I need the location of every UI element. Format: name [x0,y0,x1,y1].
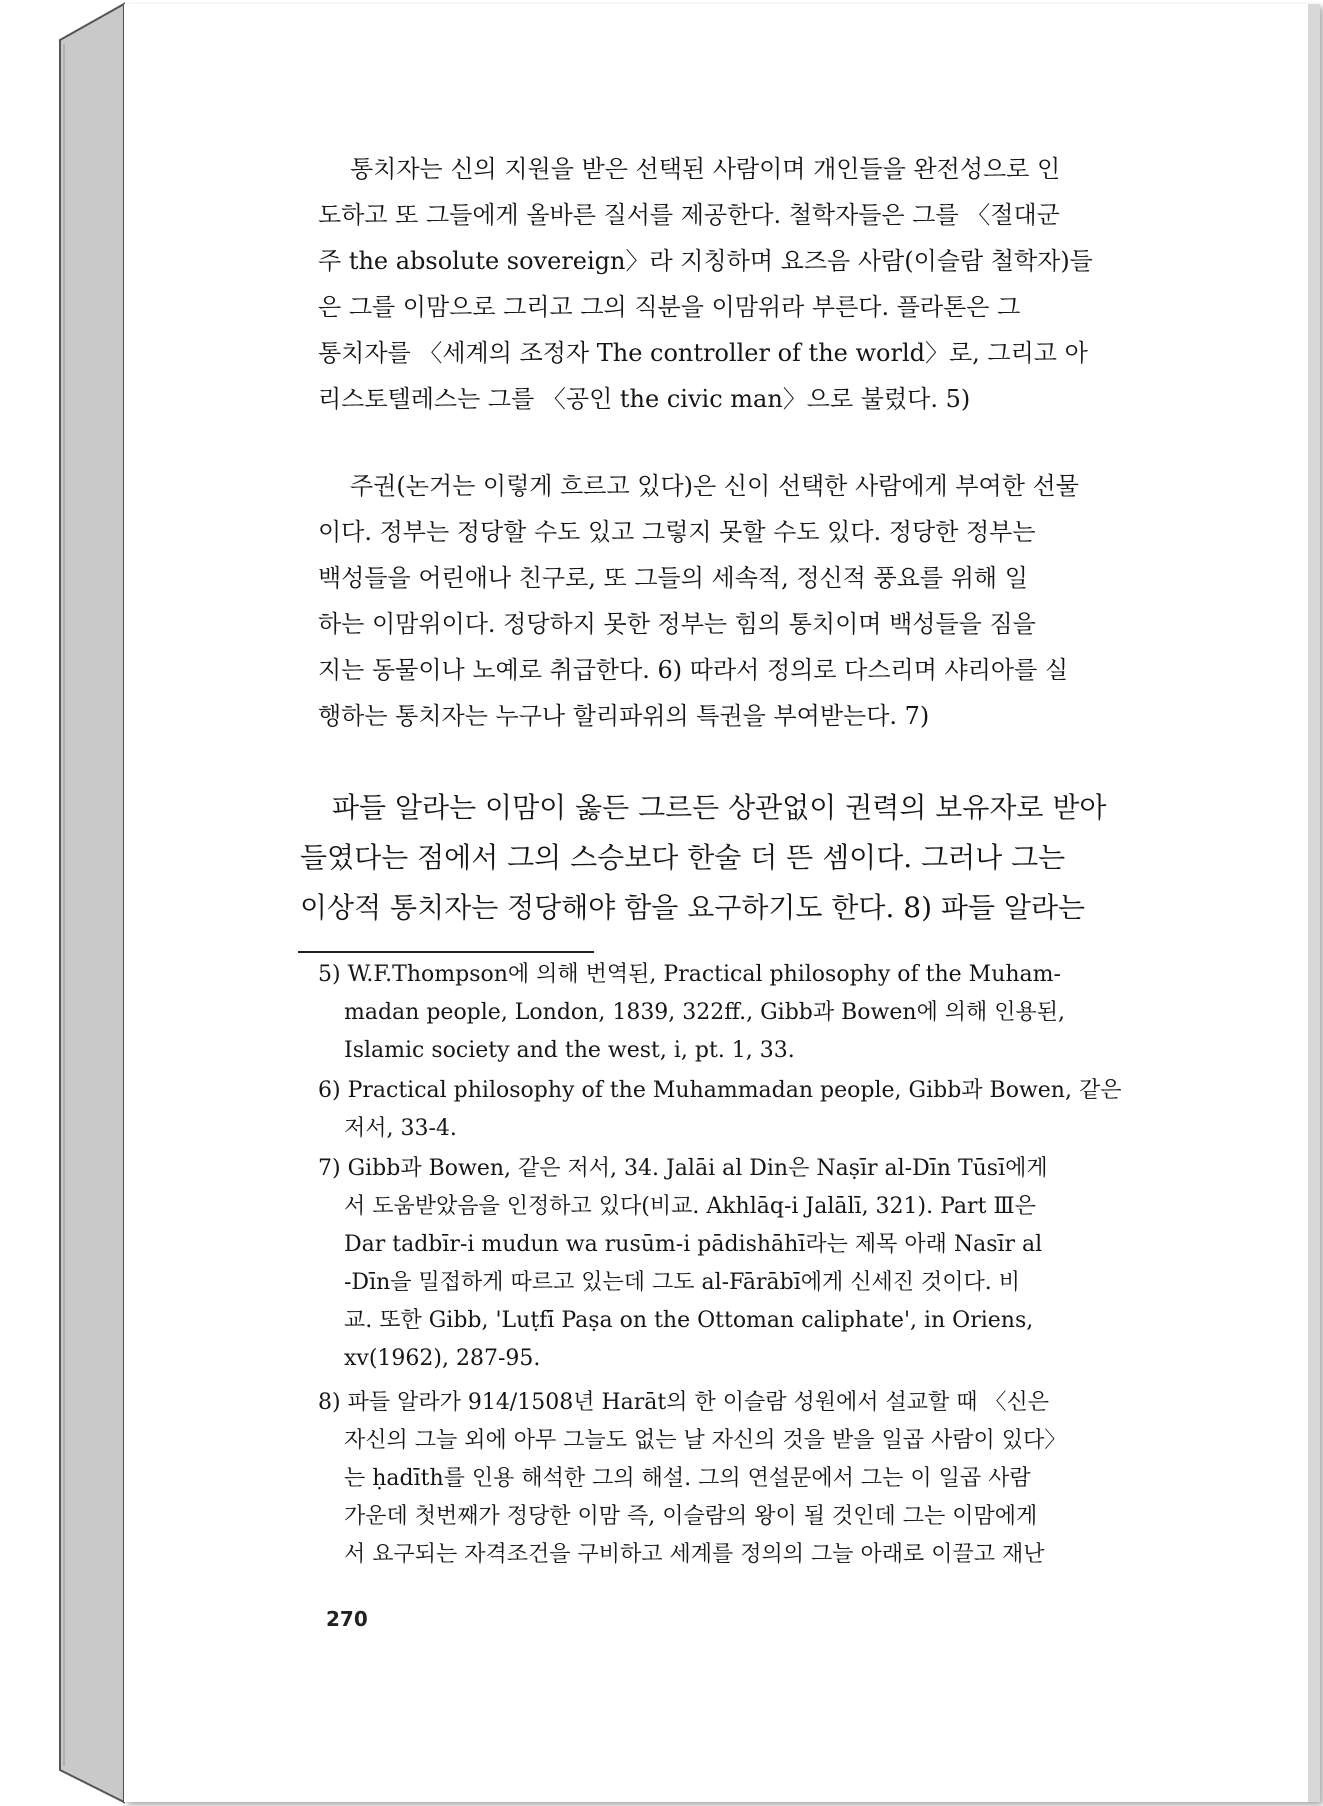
text-line: 리스토텔레스는 그를 〈공인 the civic man〉으로 불렀다. 5) [318,385,971,413]
footnote-line: 저서, 33-4. [344,1116,457,1141]
text-line: 통치자를 〈세계의 조정자 The controller of the world〉로, 그리고 아 [318,339,1088,367]
text-line: 행하는 통치자는 누구나 할리파위의 특권을 부여받는다. 7) [318,702,930,730]
text-line: 백성들을 어린애나 친구로, 또 그들의 세속적, 정신적 풍요를 위해 일 [318,564,1028,592]
footnote-line: 7) Gibb과 Bowen, 같은 저서, 34. Jalāi al Din은 Naṣīr al-Dīn Tūsī에게 [318,1156,1048,1181]
footnote-line: 5) W.F.Thompson에 의해 번역된, Practical philosophy of the Muham- [318,962,1061,987]
text-line: 통치자는 신의 지원을 받은 선택된 사람이며 개인들을 완전성으로 인 [350,155,1061,183]
text-line: 주 the absolute sovereign〉라 지칭하며 요즈음 사람(이슬람 철학자)들 [318,247,1093,275]
page-number: 270 [326,1607,368,1631]
footnote-line: xv(1962), 287-95. [344,1346,541,1371]
paragraph-2 [318,463,1178,739]
footnote-7 [318,1150,1178,1378]
footnote-6 [318,1072,1178,1148]
footnote-line: 자신의 그늘 외에 아무 그늘도 없는 날 자신의 것을 받을 일곱 사람이 있다〉 [344,1428,1067,1453]
text-line: 파들 알라는 이맘이 옳든 그르든 상관없이 권력의 보유자로 받아 [332,791,1107,824]
text-line: 은 그를 이맘으로 그리고 그의 직분을 이맘위라 부른다. 플라톤은 그 [318,293,1021,321]
footnote-line: 서 도움받았음을 인정하고 있다(비교. Akhlāq-i Jalālī, 321). Part Ⅲ은 [344,1194,1036,1219]
footnote-line: 교. 또한 Gibb, 'Luṭfī Paṣa on the Ottoman caliphate', in Oriens, [344,1308,1034,1333]
footnote-8 [318,1384,1178,1574]
footnote-line: 6) Practical philosophy of the Muhammadan people, Gibb과 Bowen, 같은 [318,1078,1122,1103]
text-line: 이다. 정부는 정당할 수도 있고 그렇지 못할 수도 있다. 정당한 정부는 [318,518,1036,546]
text-line: 도하고 또 그들에게 올바른 질서를 제공한다. 철학자들은 그를 〈절대군 [318,201,1060,229]
text-line: 들였다는 점에서 그의 스승보다 한술 더 뜬 셈이다. 그러나 그는 [300,841,1066,874]
footnote-line: 는 ḥadīth를 인용 해석한 그의 해설. 그의 연설문에서 그는 이 일곱 사람 [344,1466,1031,1491]
footnote-line: 8) 파들 알라가 914/1508년 Harāt의 한 이슬람 성원에서 설교할 때 〈신은 [318,1390,1049,1415]
footnote-line: 가운데 첫번째가 정당한 이맘 즉, 이슬람의 왕이 될 것인데 그는 이맘에게 [344,1504,1038,1529]
footnote-line: madan people, London, 1839, 322ff., Gibb과 Bowen에 의해 인용된, [344,1000,1066,1025]
text-line: 하는 이맘위이다. 정당하지 못한 정부는 힘의 통치이며 백성들을 짐을 [318,610,1036,638]
footnote-line: 서 요구되는 자격조건을 구비하고 세계를 정의의 그늘 아래로 이끌고 재난 [344,1542,1045,1567]
footnote-line: Dar tadbīr-i mudun wa rusūm-i pādishāhī라는 제목 아래 Nasīr al [344,1232,1043,1257]
paragraph-3 [300,783,1170,933]
footnote-5 [318,956,1178,1070]
footnote-line: Islamic society and the west, i, pt. 1, 33. [344,1038,795,1063]
footnote-divider [298,951,594,953]
text-line: 이상적 통치자는 정당해야 함을 요구하기도 한다. 8) 파들 알라는 [300,891,1086,924]
paragraph-1 [318,146,1178,422]
footnote-line: -Dīn을 밀접하게 따르고 있는데 그도 al-Fārābī에게 신세진 것이다. 비 [344,1270,1020,1295]
text-line: 주권(논거는 이렇게 흐르고 있다)은 신이 선택한 사람에게 부여한 선물 [350,472,1079,500]
text-line: 지는 동물이나 노예로 취급한다. 6) 따라서 정의로 다스리며 샤리아를 실 [318,656,1069,684]
